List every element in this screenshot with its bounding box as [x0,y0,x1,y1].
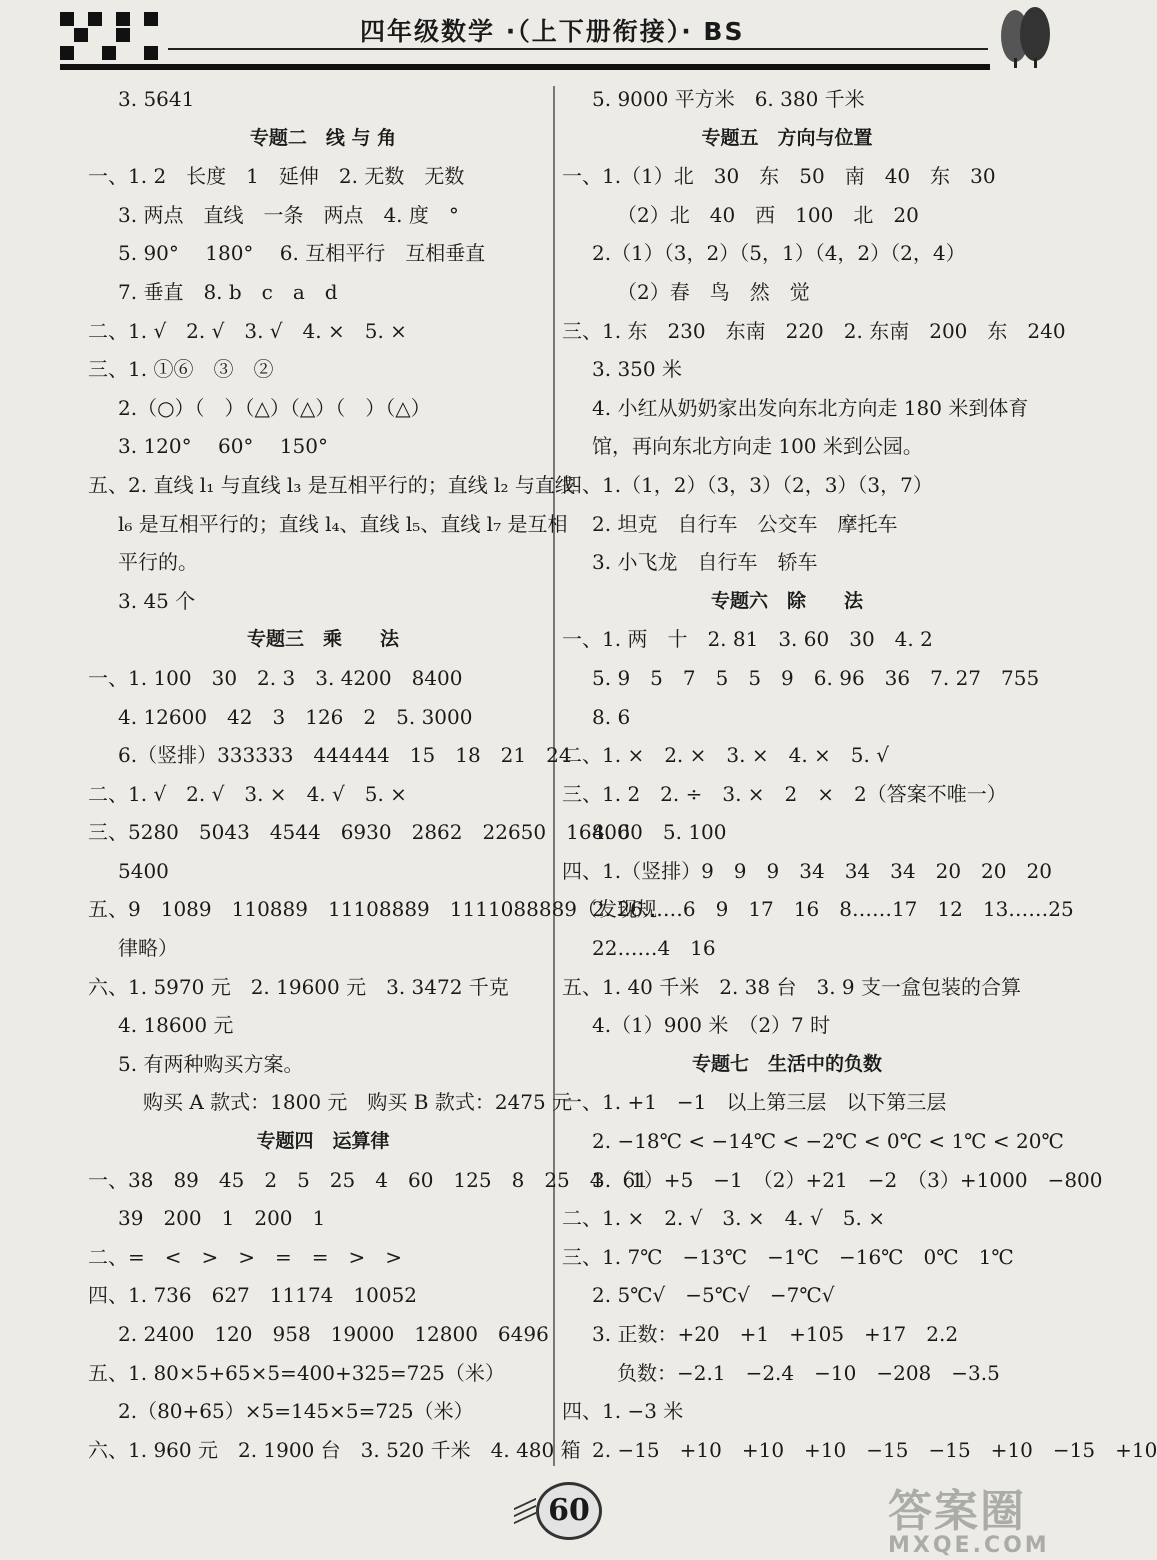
answer-line: 三、5280 5043 4544 6930 2862 22650 16800 [88,820,630,845]
answer-line: 39 200 1 200 1 [118,1206,326,1231]
answer-line: 2.（○）（ ）（△）（△）（ ）（△） [118,395,431,420]
answer-line: 3. 350 米 [592,357,682,382]
answer-line: 5. 90° 180° 6. 互相平行 互相垂直 [118,241,486,266]
header-rule-thin [168,48,988,50]
section-heading: 专题二 线 与 角 [249,126,397,149]
right-answer-column [562,80,1157,1469]
answer-line: 2. −15 +10 +10 +10 −15 −15 +10 −15 +10 [592,1437,1157,1462]
answer-line: 六、1. 960 元 2. 1900 台 3. 520 千米 4. 480 箱 [88,1437,581,1462]
answer-line: 4. 18600 元 [118,1013,234,1038]
answer-line: 二、1. × 2. × 3. × 4. × 5. √ [562,743,889,768]
answer-line: 4. 12600 42 3 126 2 5. 3000 [118,704,473,729]
answer-line: 负数：−2.1 −2.4 −10 −208 −3.5 [617,1360,1000,1385]
answer-line: 二、= < > > = = > > [88,1244,403,1269]
answer-line: 3. 两点 直线 一条 两点 4. 度 ° [118,202,459,227]
answer-line: 一、1. 两 十 2. 81 3. 60 30 4. 2 [562,627,933,652]
answer-line: 四、1.（1，2）（3，3）（2，3）（3，7） [562,472,933,497]
answer-line: 3. 120° 60° 150° [118,434,328,459]
answer-line: 四、1.（竖排）9 9 9 34 34 34 20 20 20 [562,858,1052,883]
answer-line: 一、38 89 45 2 5 25 4 60 125 8 25 4 61 [88,1167,648,1192]
answer-line: 五、2. 直线 l₁ 与直线 l₃ 是互相平行的；直线 l₂ 与直线 [88,472,575,497]
answer-line: 6.（竖排）333333 444444 15 18 21 24 [118,743,572,768]
section-heading: 专题七 生活中的负数 [691,1052,882,1075]
answer-line: 22……4 16 [592,936,716,961]
answer-line: 3. 45 个 [118,588,196,613]
answer-line: 3. 5641 [118,87,195,111]
answer-line: 8. 6 [592,704,631,729]
answer-line: 一、1. 2 长度 1 延伸 2. 无数 无数 [88,164,465,189]
answer-line: 馆，再向东北方向走 100 米到公园。 [592,434,923,459]
answer-line: 5. 9 5 7 5 5 9 6. 96 36 7. 27 755 [592,665,1040,690]
answer-line: 四、1. −3 米 [562,1399,684,1424]
answer-line: 平行的。 [118,550,198,575]
answer-line: 律略） [118,936,178,961]
answer-line: 2. 2400 120 958 19000 12800 6496 [118,1322,549,1346]
answer-line: 5400 [118,858,169,883]
answer-line: 2.（80+65）×5=145×5=725（米） [118,1399,474,1424]
answer-line: 5. 有两种购买方案。 [118,1051,304,1076]
answer-line: 2. 坦克 自行车 公交车 摩托车 [592,511,898,536]
trees-icon [995,6,1055,70]
speed-lines-icon [514,1498,536,1528]
answer-line: 六、1. 5970 元 2. 19600 元 3. 3472 千克 [88,974,509,999]
answer-line: （2）春 鸟 然 觉 [617,279,810,304]
watermark-cn: 答案圈 [888,1486,1026,1537]
answer-line: 2. 5℃√ −5℃√ −7℃√ [592,1283,835,1308]
header-rule-thick [60,64,990,70]
answer-line: 3. 小飞龙 自行车 轿车 [592,550,818,575]
answer-line: 4.（1）900 米 （2）7 时 [592,1013,831,1038]
answer-line: 四、1. 736 627 11174 10052 [88,1283,418,1308]
answer-line: 2.（1）（3，2）（5，1）（4，2）（2，4） [592,241,966,266]
section-heading: 专题五 方向与位置 [701,126,873,149]
answer-line: 5. 9000 平方米 6. 380 千米 [592,87,865,111]
watermark-logo [888,1475,1078,1558]
section-heading: 专题四 运算律 [256,1130,390,1153]
answer-line: 二、1. √ 2. √ 3. × 4. √ 5. × [88,781,407,806]
answer-line: 二、1. √ 2. √ 3. √ 4. × 5. × [88,318,407,343]
answer-line: （2）北 40 西 100 北 20 [617,202,919,227]
answer-line: 一、1.（1）北 30 东 50 南 40 东 30 [562,164,996,189]
page-header [0,0,1080,80]
answer-line: 3.（1）+5 −1 （2）+21 −2 （3）+1000 −800 [592,1167,1103,1192]
header-title: 四年级数学 ·（上下册衔接）· BS [360,17,745,46]
section-heading: 专题三 乘 法 [246,628,399,651]
answer-line: 五、1. 40 千米 2. 38 台 3. 9 支一盒包装的合算 [562,974,1022,999]
answer-line: 三、1. 2 2. ÷ 3. × 2 × 2（答案不唯一） [562,781,1007,806]
answer-line: l₆ 是互相平行的；直线 l₄、直线 l₅、直线 l₇ 是互相 [118,511,568,536]
section-heading: 专题六 除 法 [710,589,863,612]
answer-line: 三、1. 东 230 东南 220 2. 东南 200 东 240 [562,318,1066,343]
answer-line: 7. 垂直 8. b c a d [118,279,338,304]
answer-line: 4. 60 5. 100 [592,820,727,845]
answer-line: 五、9 1089 110889 11108889 1111088889（发现规 [88,897,658,922]
answer-line: 三、1. 7℃ −13℃ −1℃ −16℃ 0℃ 1℃ [562,1244,1014,1269]
answer-line: 2. −18℃ < −14℃ < −2℃ < 0℃ < 1℃ < 20℃ [592,1129,1064,1154]
page-number: 60 [536,1482,602,1540]
answer-line: 4. 小红从奶奶家出发向东北方向走 180 米到体育 [592,395,1029,420]
answer-line: 三、1. ①⑥ ③ ② [88,357,274,382]
answer-line: 一、1. +1 −1 以上第三层 以下第三层 [562,1090,947,1115]
answer-line: 3. 正数：+20 +1 +105 +17 2.2 [592,1322,959,1346]
answer-line: 五、1. 80×5+65×5=400+325=725（米） [88,1360,505,1385]
answer-line: 二、1. × 2. √ 3. × 4. √ 5. × [562,1206,885,1231]
watermark-en: MXQE.COM [888,1533,1050,1558]
answer-line: 购买 A 款式：1800 元 购买 B 款式：2475 元 [143,1090,573,1115]
answer-line: 2. 26……6 9 17 16 8……17 12 13……25 [592,897,1074,922]
answer-line: 一、1. 100 30 2. 3 3. 4200 8400 [88,665,463,690]
checker-logo-icon [60,12,160,64]
